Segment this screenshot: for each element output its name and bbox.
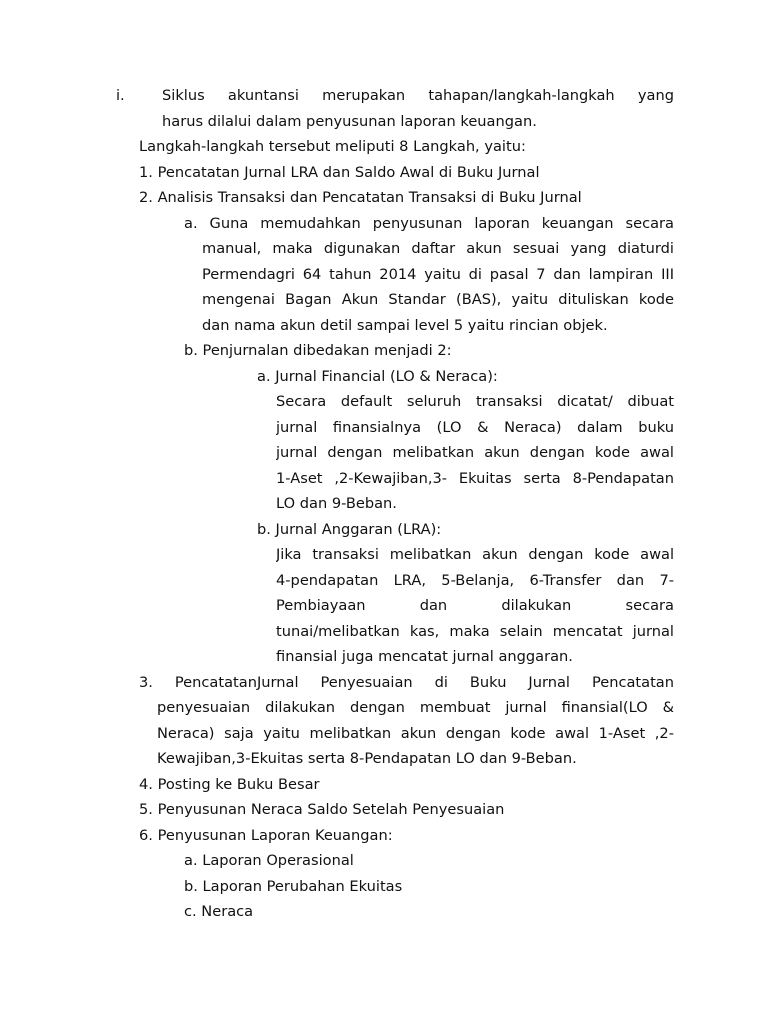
step-3-line-3: Neraca) saja yaitu melibatkan akun dengan kode awal 1-Aset ,2- — [157, 725, 674, 742]
step-2ba-title: a. Jurnal Financial (LO & Neraca): — [257, 368, 498, 385]
step-2b-title: b. Penjurnalan dibedakan menjadi 2: — [184, 342, 452, 359]
item-i-line-2: harus dilalui dalam penyusunan laporan keuangan. — [162, 113, 537, 130]
steps-intro: Langkah-langkah tersebut meliputi 8 Langkah, yaitu: — [139, 138, 526, 155]
step-4: 4. Posting ke Buku Besar — [139, 776, 320, 793]
item-i-line-1: Siklus akuntansi merupakan tahapan/langkah-langkah yang — [162, 87, 674, 104]
step-3-line-2: penyesuaian dilakukan dengan membuat jurnal finansial(LO & — [157, 699, 674, 716]
step-2ba-line-2: jurnal finansialnya (LO & Neraca) dalam buku — [276, 419, 674, 436]
step-2bb-line-1: Jika transaksi melibatkan akun dengan kode awal — [276, 546, 674, 563]
step-2-title: 2. Analisis Transaksi dan Pencatatan Transaksi di Buku Jurnal — [139, 189, 582, 206]
step-2ba-line-1: Secara default seluruh transaksi dicatat/ dibuat — [276, 393, 674, 410]
step-2ba-line-5: LO dan 9-Beban. — [276, 495, 397, 512]
list-marker-i: i. — [116, 87, 125, 104]
step-2bb-line-4: tunai/melibatkan kas, maka selain mencatat jurnal — [276, 623, 674, 640]
step-2ba-line-3: jurnal dengan melibatkan akun dengan kode awal — [276, 444, 674, 461]
step-2a-line-1: a. Guna memudahkan penyusunan laporan keuangan secara — [184, 215, 674, 232]
step-6-item-a: a. Laporan Operasional — [184, 852, 354, 869]
step-2bb-line-2: 4-pendapatan LRA, 5-Belanja, 6-Transfer dan 7- — [276, 572, 674, 589]
step-2bb-line-3: Pembiayaan dan dilakukan secara — [276, 597, 674, 614]
step-2bb-line-5: finansial juga mencatat jurnal anggaran. — [276, 648, 573, 665]
step-2a-line-5: dan nama akun detil sampai level 5 yaitu rincian objek. — [202, 317, 608, 334]
step-3-line-4: Kewajiban,3-Ekuitas serta 8-Pendapatan LO dan 9-Beban. — [157, 750, 577, 767]
step-1: 1. Pencatatan Jurnal LRA dan Saldo Awal di Buku Jurnal — [139, 164, 540, 181]
step-2bb-title: b. Jurnal Anggaran (LRA): — [257, 521, 442, 538]
step-3-line-1: 3. PencatatanJurnal Penyesuaian di Buku Jurnal Pencatatan — [139, 674, 674, 691]
step-5: 5. Penyusunan Neraca Saldo Setelah Penyesuaian — [139, 801, 505, 818]
step-6-item-c: c. Neraca — [184, 903, 254, 920]
step-2a-line-4: mengenai Bagan Akun Standar (BAS), yaitu dituliskan kode — [202, 291, 674, 308]
step-2ba-line-4: 1-Aset ,2-Kewajiban,3- Ekuitas serta 8-Pendapatan — [276, 470, 674, 487]
step-2a-line-2: manual, maka digunakan daftar akun sesuai yang diaturdi — [202, 240, 674, 257]
step-6-title: 6. Penyusunan Laporan Keuangan: — [139, 827, 393, 844]
step-2a-line-3: Permendagri 64 tahun 2014 yaitu di pasal 7 dan lampiran III — [202, 266, 674, 283]
step-6-item-b: b. Laporan Perubahan Ekuitas — [184, 878, 403, 895]
